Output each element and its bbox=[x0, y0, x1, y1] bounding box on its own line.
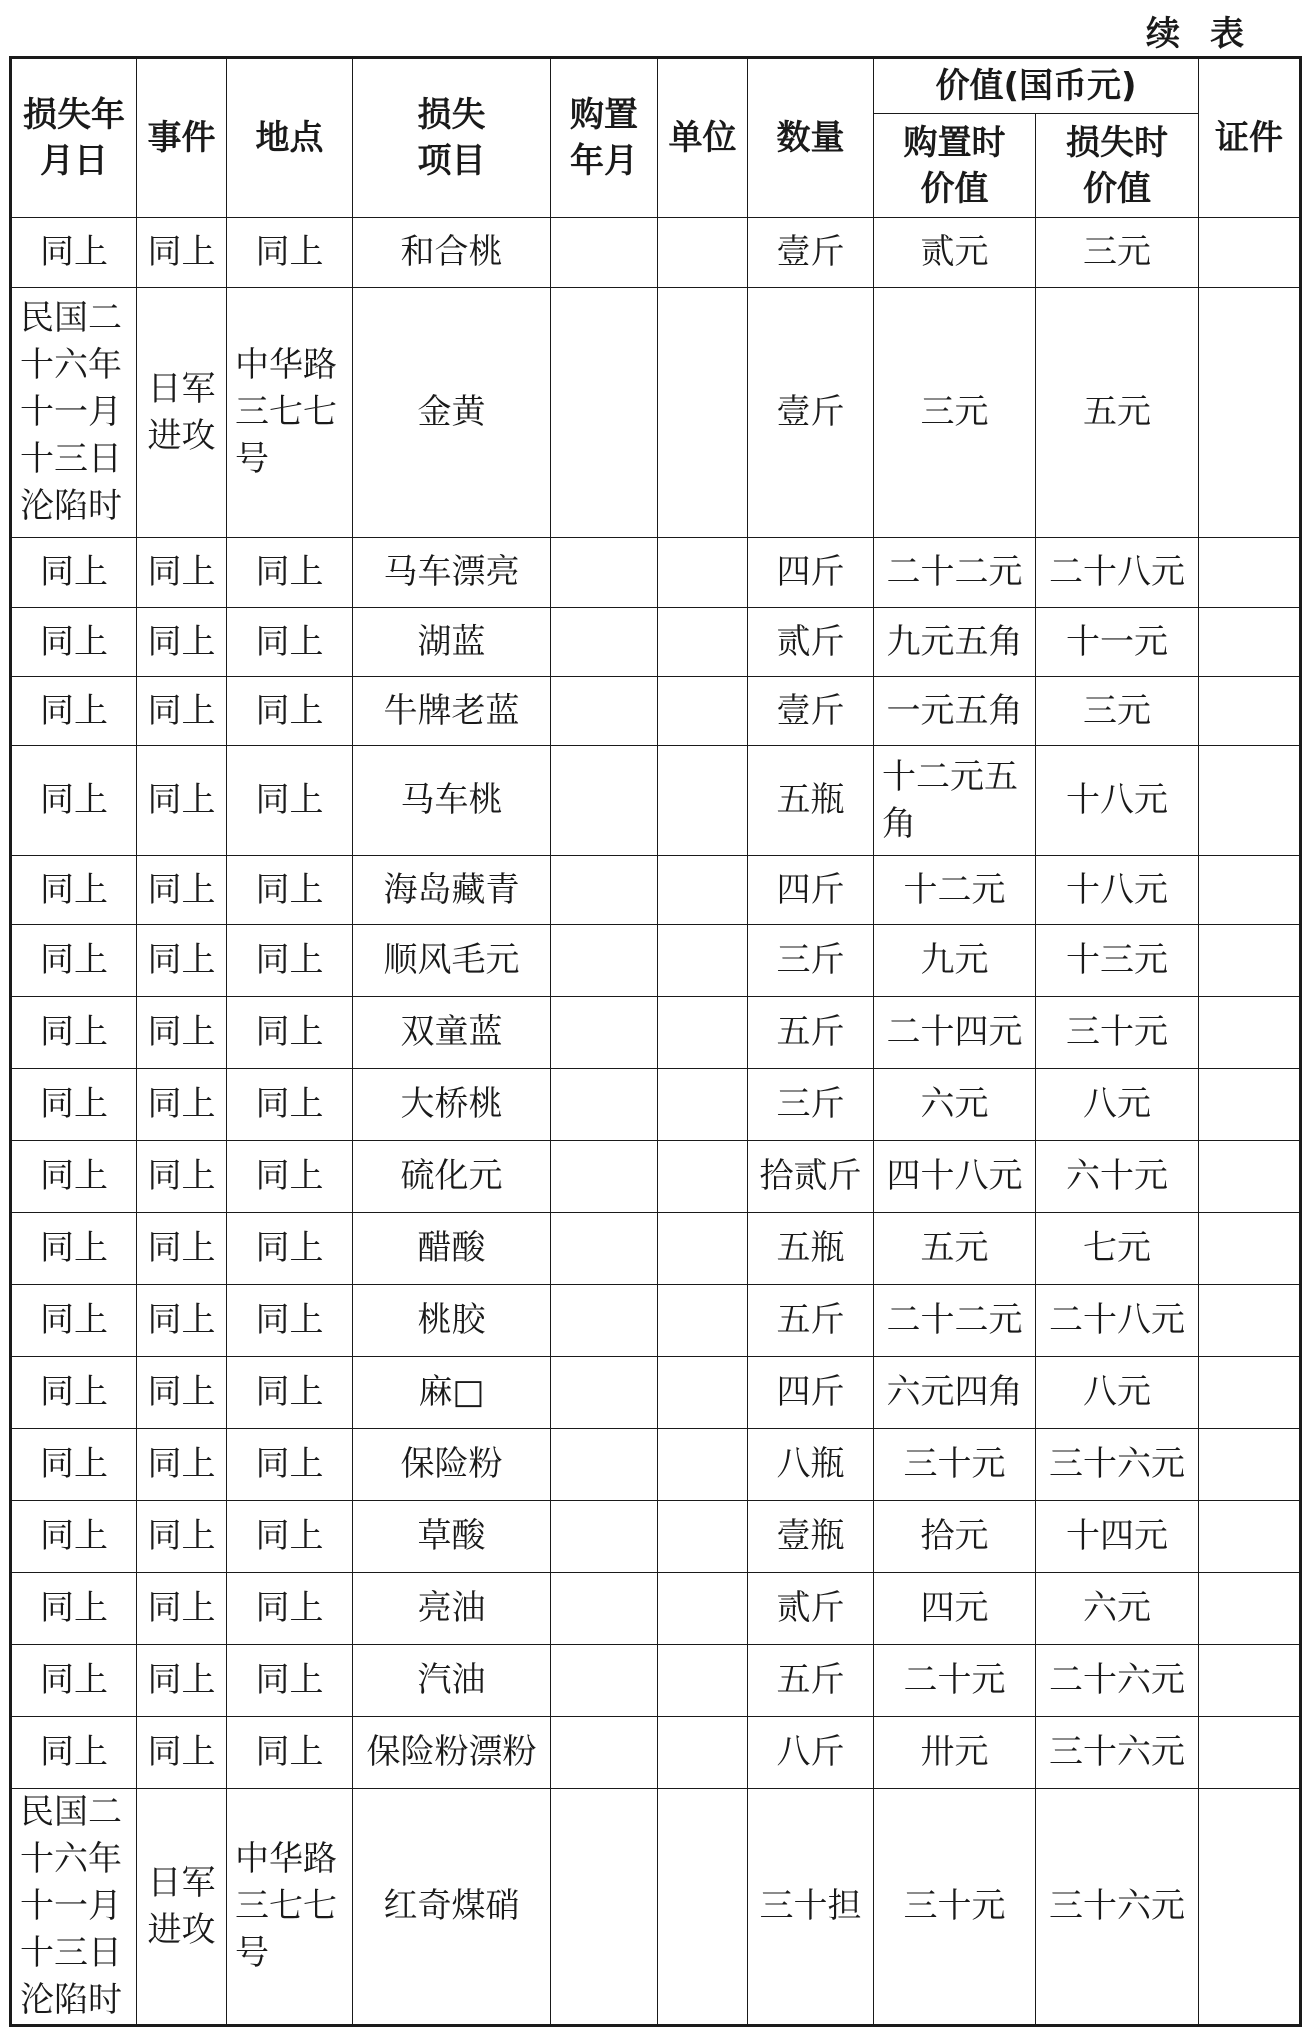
cell-quantity: 四斤 bbox=[748, 856, 874, 925]
cell-value-purchase: 九元 bbox=[874, 925, 1036, 997]
cell-item: 亮油 bbox=[353, 1573, 551, 1645]
cell-date: 同上 bbox=[11, 1069, 137, 1141]
cell-place: 同上 bbox=[227, 1717, 353, 1789]
cell-purchase-date bbox=[551, 856, 658, 925]
cell-unit bbox=[658, 218, 748, 288]
table-row bbox=[11, 746, 1301, 856]
cell-date: 同上 bbox=[11, 1141, 137, 1213]
loss-table bbox=[9, 56, 1302, 2027]
cell-quantity: 五瓶 bbox=[748, 746, 874, 856]
cell-quantity: 五瓶 bbox=[748, 1213, 874, 1285]
cell-value-purchase: 贰元 bbox=[874, 218, 1036, 288]
cell-place: 同上 bbox=[227, 608, 353, 677]
table-row bbox=[11, 1213, 1301, 1285]
header-place: 地点 bbox=[227, 58, 353, 218]
cell-place: 同上 bbox=[227, 1645, 353, 1717]
cell-place: 同上 bbox=[227, 1573, 353, 1645]
cell-date: 同上 bbox=[11, 1717, 137, 1789]
cell-event: 同上 bbox=[137, 1501, 227, 1573]
cell-value-purchase: 九元五角 bbox=[874, 608, 1036, 677]
cell-value-loss: 三十六元 bbox=[1036, 1429, 1199, 1501]
table-row bbox=[11, 288, 1301, 538]
cell-evidence bbox=[1199, 608, 1301, 677]
cell-event: 同上 bbox=[137, 1285, 227, 1357]
cell-value-loss: 十四元 bbox=[1036, 1501, 1199, 1573]
cell-date: 同上 bbox=[11, 925, 137, 997]
cell-item: 硫化元 bbox=[353, 1141, 551, 1213]
header-date: 损失年 月日 bbox=[11, 58, 137, 218]
cell-event: 同上 bbox=[137, 677, 227, 746]
table-row bbox=[11, 997, 1301, 1069]
cell-item: 金黄 bbox=[353, 288, 551, 538]
cell-purchase-date bbox=[551, 677, 658, 746]
cell-place: 同上 bbox=[227, 997, 353, 1069]
table-row bbox=[11, 856, 1301, 925]
cell-date: 同上 bbox=[11, 538, 137, 608]
cell-item: 保险粉漂粉 bbox=[353, 1717, 551, 1789]
cell-place: 同上 bbox=[227, 1069, 353, 1141]
cell-item: 大桥桃 bbox=[353, 1069, 551, 1141]
cell-value-loss: 七元 bbox=[1036, 1213, 1199, 1285]
header-item: 损失 项目 bbox=[353, 58, 551, 218]
cell-evidence bbox=[1199, 997, 1301, 1069]
cell-purchase-date bbox=[551, 1645, 658, 1717]
cell-evidence bbox=[1199, 1069, 1301, 1141]
cell-item: 牛牌老蓝 bbox=[353, 677, 551, 746]
cell-value-purchase: 五元 bbox=[874, 1213, 1036, 1285]
cell-unit bbox=[658, 1285, 748, 1357]
cell-value-purchase: 二十二元 bbox=[874, 538, 1036, 608]
cell-value-purchase: 二十四元 bbox=[874, 997, 1036, 1069]
cell-evidence bbox=[1199, 218, 1301, 288]
table-row bbox=[11, 1789, 1301, 2026]
cell-purchase-date bbox=[551, 1213, 658, 1285]
cell-item: 桃胶 bbox=[353, 1285, 551, 1357]
cell-unit bbox=[658, 1717, 748, 1789]
cell-evidence bbox=[1199, 1213, 1301, 1285]
cell-date: 同上 bbox=[11, 1285, 137, 1357]
cell-purchase-date bbox=[551, 1429, 658, 1501]
cell-event: 同上 bbox=[137, 1645, 227, 1717]
cell-evidence bbox=[1199, 925, 1301, 997]
cell-event: 同上 bbox=[137, 1429, 227, 1501]
cell-quantity: 壹瓶 bbox=[748, 1501, 874, 1573]
cell-value-loss: 二十八元 bbox=[1036, 1285, 1199, 1357]
table-row bbox=[11, 925, 1301, 997]
cell-quantity: 拾贰斤 bbox=[748, 1141, 874, 1213]
cell-event: 同上 bbox=[137, 1357, 227, 1429]
cell-unit bbox=[658, 746, 748, 856]
cell-date: 同上 bbox=[11, 1645, 137, 1717]
cell-value-purchase: 一元五角 bbox=[874, 677, 1036, 746]
cell-value-purchase: 三元 bbox=[874, 288, 1036, 538]
cell-event: 同上 bbox=[137, 1573, 227, 1645]
cell-date: 同上 bbox=[11, 856, 137, 925]
cell-event: 同上 bbox=[137, 746, 227, 856]
cell-purchase-date bbox=[551, 997, 658, 1069]
cell-quantity: 五斤 bbox=[748, 997, 874, 1069]
table-row bbox=[11, 1141, 1301, 1213]
cell-purchase-date bbox=[551, 925, 658, 997]
cell-place: 同上 bbox=[227, 218, 353, 288]
cell-place: 同上 bbox=[227, 1429, 353, 1501]
cell-purchase-date bbox=[551, 1357, 658, 1429]
table-row bbox=[11, 1573, 1301, 1645]
cell-purchase-date bbox=[551, 1501, 658, 1573]
cell-event: 同上 bbox=[137, 997, 227, 1069]
cell-purchase-date bbox=[551, 608, 658, 677]
cell-quantity: 八瓶 bbox=[748, 1429, 874, 1501]
cell-purchase-date bbox=[551, 1285, 658, 1357]
cell-value-loss: 三十元 bbox=[1036, 997, 1199, 1069]
cell-quantity: 三十担 bbox=[748, 1789, 874, 2026]
table-row bbox=[11, 1717, 1301, 1789]
cell-evidence bbox=[1199, 856, 1301, 925]
cell-value-purchase: 十二元五 角 bbox=[874, 746, 1036, 856]
cell-item: 和合桃 bbox=[353, 218, 551, 288]
cell-value-purchase: 十二元 bbox=[874, 856, 1036, 925]
cell-unit bbox=[658, 1573, 748, 1645]
cell-quantity: 壹斤 bbox=[748, 288, 874, 538]
cell-event: 同上 bbox=[137, 856, 227, 925]
cell-item: 草酸 bbox=[353, 1501, 551, 1573]
cell-value-loss: 十八元 bbox=[1036, 856, 1199, 925]
cell-value-loss: 三元 bbox=[1036, 218, 1199, 288]
header-purchase-date: 购置 年月 bbox=[551, 58, 658, 218]
cell-purchase-date bbox=[551, 288, 658, 538]
table-row bbox=[11, 1285, 1301, 1357]
cell-evidence bbox=[1199, 1285, 1301, 1357]
cell-unit bbox=[658, 1069, 748, 1141]
cell-value-loss: 三十六元 bbox=[1036, 1717, 1199, 1789]
cell-quantity: 五斤 bbox=[748, 1645, 874, 1717]
cell-date: 同上 bbox=[11, 1213, 137, 1285]
cell-date: 同上 bbox=[11, 997, 137, 1069]
cell-date: 同上 bbox=[11, 1573, 137, 1645]
cell-place: 同上 bbox=[227, 1357, 353, 1429]
cell-unit bbox=[658, 1357, 748, 1429]
cell-quantity: 三斤 bbox=[748, 925, 874, 997]
cell-date: 同上 bbox=[11, 218, 137, 288]
table-row bbox=[11, 677, 1301, 746]
cell-quantity: 贰斤 bbox=[748, 608, 874, 677]
cell-event: 同上 bbox=[137, 925, 227, 997]
table-row bbox=[11, 608, 1301, 677]
cell-unit bbox=[658, 538, 748, 608]
cell-date: 同上 bbox=[11, 746, 137, 856]
cell-unit bbox=[658, 608, 748, 677]
cell-item: 保险粉 bbox=[353, 1429, 551, 1501]
cell-evidence bbox=[1199, 746, 1301, 856]
cell-value-loss: 三十六元 bbox=[1036, 1789, 1199, 2026]
cell-value-loss: 六元 bbox=[1036, 1573, 1199, 1645]
cell-place: 同上 bbox=[227, 925, 353, 997]
table-row bbox=[11, 1429, 1301, 1501]
cell-unit bbox=[658, 1501, 748, 1573]
cell-item: 醋酸 bbox=[353, 1213, 551, 1285]
cell-value-purchase: 六元四角 bbox=[874, 1357, 1036, 1429]
cell-unit bbox=[658, 925, 748, 997]
cell-value-loss: 八元 bbox=[1036, 1357, 1199, 1429]
cell-value-loss: 二十六元 bbox=[1036, 1645, 1199, 1717]
cell-item: 马车漂亮 bbox=[353, 538, 551, 608]
cell-event: 同上 bbox=[137, 1141, 227, 1213]
cell-value-loss: 五元 bbox=[1036, 288, 1199, 538]
table-row bbox=[11, 538, 1301, 608]
header-evidence: 证件 bbox=[1199, 58, 1301, 218]
cell-purchase-date bbox=[551, 1069, 658, 1141]
header-value-loss: 损失时 价值 bbox=[1036, 114, 1199, 218]
cell-purchase-date bbox=[551, 218, 658, 288]
cell-place: 同上 bbox=[227, 1501, 353, 1573]
cell-place: 中华路 三七七 号 bbox=[227, 1789, 353, 2026]
cell-evidence bbox=[1199, 1357, 1301, 1429]
cell-date: 同上 bbox=[11, 608, 137, 677]
cell-evidence bbox=[1199, 1141, 1301, 1213]
cell-value-loss: 三元 bbox=[1036, 677, 1199, 746]
cell-purchase-date bbox=[551, 538, 658, 608]
table-body bbox=[11, 218, 1301, 2026]
cell-value-loss: 十三元 bbox=[1036, 925, 1199, 997]
cell-value-purchase: 二十元 bbox=[874, 1645, 1036, 1717]
cell-date: 民国二 十六年 十一月 十三日 沦陷时 bbox=[11, 1789, 137, 2026]
cell-place: 同上 bbox=[227, 677, 353, 746]
cell-place: 同上 bbox=[227, 538, 353, 608]
cell-item: 双童蓝 bbox=[353, 997, 551, 1069]
cell-quantity: 三斤 bbox=[748, 1069, 874, 1141]
cell-date: 同上 bbox=[11, 1357, 137, 1429]
cell-value-purchase: 六元 bbox=[874, 1069, 1036, 1141]
cell-place: 中华路 三七七 号 bbox=[227, 288, 353, 538]
header-value-group: 价值(国币元) bbox=[874, 58, 1199, 114]
cell-unit bbox=[658, 1141, 748, 1213]
cell-evidence bbox=[1199, 1573, 1301, 1645]
cell-date: 同上 bbox=[11, 677, 137, 746]
table-header bbox=[11, 58, 1301, 218]
cell-evidence bbox=[1199, 1645, 1301, 1717]
cell-purchase-date bbox=[551, 1141, 658, 1213]
header-event: 事件 bbox=[137, 58, 227, 218]
cell-place: 同上 bbox=[227, 1213, 353, 1285]
header-unit: 单位 bbox=[658, 58, 748, 218]
cell-item: 马车桃 bbox=[353, 746, 551, 856]
cell-item: 汽油 bbox=[353, 1645, 551, 1717]
cell-value-loss: 二十八元 bbox=[1036, 538, 1199, 608]
cell-event: 同上 bbox=[137, 1717, 227, 1789]
cell-evidence bbox=[1199, 288, 1301, 538]
cell-unit bbox=[658, 856, 748, 925]
cell-quantity: 五斤 bbox=[748, 1285, 874, 1357]
cell-value-purchase: 二十二元 bbox=[874, 1285, 1036, 1357]
cell-place: 同上 bbox=[227, 1285, 353, 1357]
table-row bbox=[11, 1501, 1301, 1573]
table-row bbox=[11, 218, 1301, 288]
cell-quantity: 八斤 bbox=[748, 1717, 874, 1789]
cell-unit bbox=[658, 288, 748, 538]
cell-event: 日军 进攻 bbox=[137, 288, 227, 538]
cell-date: 同上 bbox=[11, 1429, 137, 1501]
cell-value-purchase: 拾元 bbox=[874, 1501, 1036, 1573]
cell-purchase-date bbox=[551, 1717, 658, 1789]
cell-value-loss: 十八元 bbox=[1036, 746, 1199, 856]
cell-place: 同上 bbox=[227, 856, 353, 925]
cell-evidence bbox=[1199, 1429, 1301, 1501]
cell-quantity: 壹斤 bbox=[748, 677, 874, 746]
continued-table-label: 续表 bbox=[1146, 14, 1274, 54]
cell-evidence bbox=[1199, 677, 1301, 746]
cell-quantity: 壹斤 bbox=[748, 218, 874, 288]
cell-evidence bbox=[1199, 1501, 1301, 1573]
cell-value-purchase: 卅元 bbox=[874, 1717, 1036, 1789]
cell-unit bbox=[658, 1645, 748, 1717]
cell-place: 同上 bbox=[227, 1141, 353, 1213]
cell-date: 民国二 十六年 十一月 十三日 沦陷时 bbox=[11, 288, 137, 538]
cell-purchase-date bbox=[551, 746, 658, 856]
cell-value-loss: 六十元 bbox=[1036, 1141, 1199, 1213]
table-row bbox=[11, 1069, 1301, 1141]
table-row bbox=[11, 1645, 1301, 1717]
cell-value-purchase: 三十元 bbox=[874, 1789, 1036, 2026]
cell-value-loss: 十一元 bbox=[1036, 608, 1199, 677]
cell-item: 顺风毛元 bbox=[353, 925, 551, 997]
cell-unit bbox=[658, 1789, 748, 2026]
cell-event: 同上 bbox=[137, 218, 227, 288]
cell-quantity: 四斤 bbox=[748, 538, 874, 608]
cell-event: 同上 bbox=[137, 1213, 227, 1285]
cell-event: 同上 bbox=[137, 608, 227, 677]
cell-place: 同上 bbox=[227, 746, 353, 856]
cell-event: 日军 进攻 bbox=[137, 1789, 227, 2026]
cell-value-purchase: 四元 bbox=[874, 1573, 1036, 1645]
cell-item: 海岛藏青 bbox=[353, 856, 551, 925]
cell-purchase-date bbox=[551, 1573, 658, 1645]
header-quantity: 数量 bbox=[748, 58, 874, 218]
cell-item: 湖蓝 bbox=[353, 608, 551, 677]
cell-date: 同上 bbox=[11, 1501, 137, 1573]
cell-quantity: 贰斤 bbox=[748, 1573, 874, 1645]
cell-evidence bbox=[1199, 1789, 1301, 2026]
header-value-purchase: 购置时 价值 bbox=[874, 114, 1036, 218]
cell-evidence bbox=[1199, 1717, 1301, 1789]
cell-event: 同上 bbox=[137, 538, 227, 608]
cell-value-purchase: 三十元 bbox=[874, 1429, 1036, 1501]
table-row bbox=[11, 1357, 1301, 1429]
cell-event: 同上 bbox=[137, 1069, 227, 1141]
cell-evidence bbox=[1199, 538, 1301, 608]
cell-purchase-date bbox=[551, 1789, 658, 2026]
cell-quantity: 四斤 bbox=[748, 1357, 874, 1429]
cell-unit bbox=[658, 1429, 748, 1501]
cell-value-purchase: 四十八元 bbox=[874, 1141, 1036, 1213]
cell-value-loss: 八元 bbox=[1036, 1069, 1199, 1141]
cell-item: 麻□ bbox=[353, 1357, 551, 1429]
cell-item: 红奇煤硝 bbox=[353, 1789, 551, 2026]
cell-unit bbox=[658, 1213, 748, 1285]
cell-unit bbox=[658, 677, 748, 746]
cell-unit bbox=[658, 997, 748, 1069]
